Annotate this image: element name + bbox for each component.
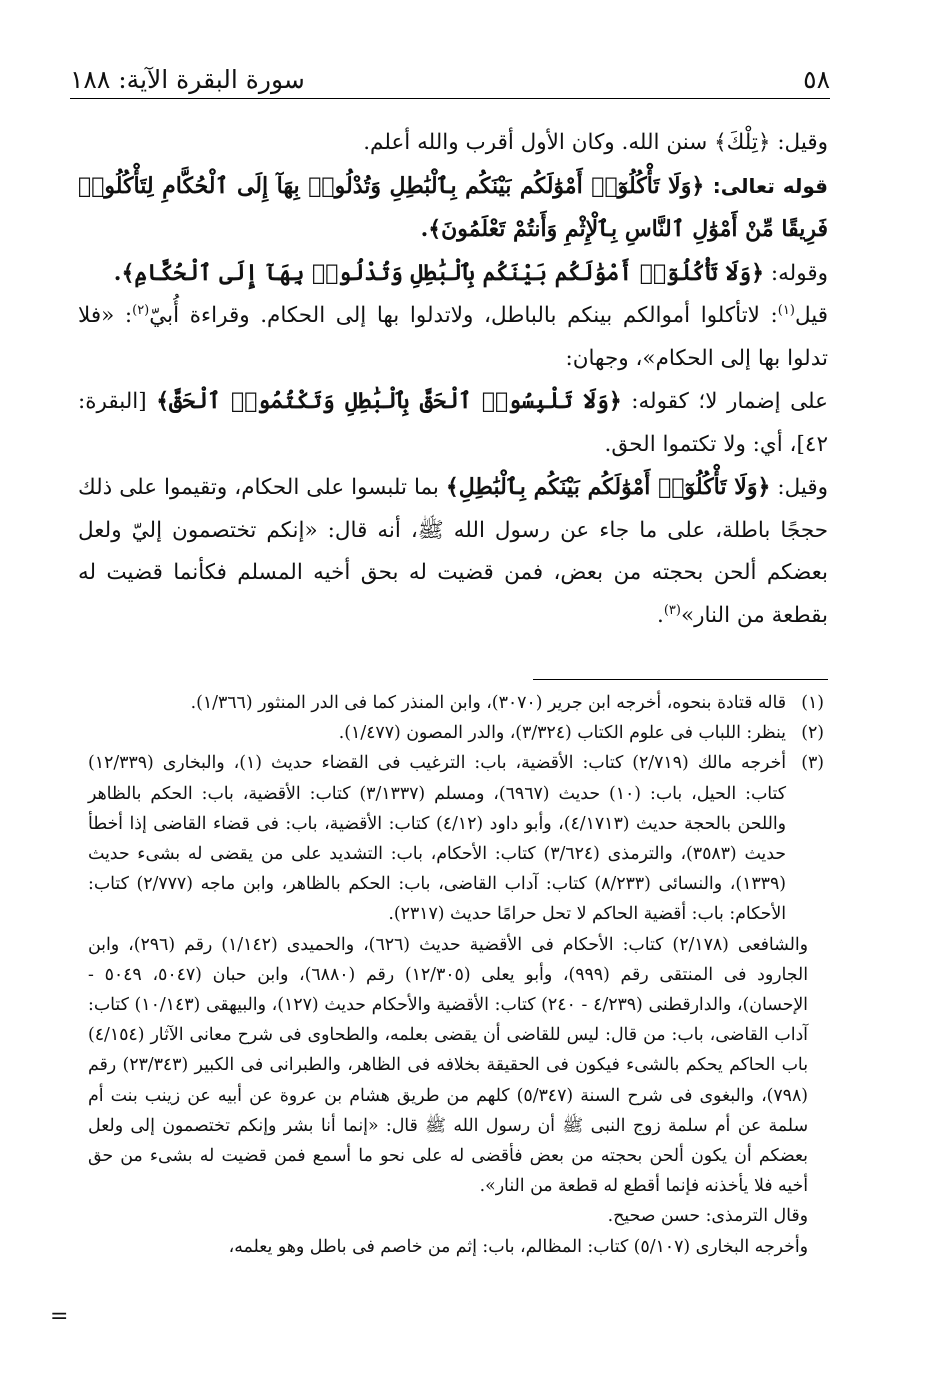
footnote-3-continuation: وأخرجه البخارى (٥/١٠٧) كتاب: المظالم، باب: إثم من خاصم فى باطل وهو يعلمه، — [228, 1236, 808, 1257]
quran-verse: ﴿وَلَا تَلْبِسُوا۟ ٱلْحَقَّ بِٱلْبَٰطِلِ وَتَكْتُمُوا۟ ٱلْحَقَّ﴾ — [156, 388, 622, 414]
paragraph-3 — [78, 252, 828, 296]
quran-verse: ﴿وَلَا تَأْكُلُوٓا۟ أَمْوَٰلَكُم بَيْنَكُم بِٱلْبَٰطِلِ﴾ — [445, 474, 771, 500]
footnote-separator — [533, 679, 828, 680]
footnote-number: (٣) — [801, 753, 824, 774]
footnote-ref-3[interactable]: (٣) — [663, 602, 681, 618]
text: وقوله: — [764, 260, 828, 286]
heading-qawluhu: قوله تعالى: — [712, 173, 828, 198]
paragraph-6 — [78, 466, 828, 637]
running-title: سورة البقرة الآية: ١٨٨ — [70, 65, 305, 94]
footnote-1 — [88, 688, 824, 718]
footnote-ref-1[interactable]: (١) — [777, 302, 795, 318]
paragraph-1: وقيل: ﴿تِلْكَ﴾ سنن الله. وكان الأول أقرب والله أعلم. — [363, 130, 828, 155]
text: على إضمار لا؛ كقوله: — [621, 389, 828, 414]
continuation-mark: = — [50, 1304, 69, 1329]
text: : «فلا تدلوا بها إلى الحكام»، وجهان: — [78, 303, 828, 371]
paragraph-5 — [78, 380, 828, 466]
footnote-3-continuation: والشافعى (٢/١٧٨) كتاب: الأحكام فى الأقضية حديث (٦٢٦)، والحميدى (١/١٤٢) رقم (٢٩٦)، وابن الجارود فى المنتقى رقم (٩٩٩)، وأبو يعلى (١٢/٣٠٥) رقم (٦٨٨٠)، وابن حبان (٥٠٤٧، ٥٠٤٩ - الإحسان)، والدارقطنى (٤/٢٣٩ - ٢٤٠) كتاب: الأقضية والأحكام حديث (١٢٧)، والبيهقى (١٠/١٤٣) كتاب: آداب القاضى، باب: من قال: ليس للقاضى أن يقضى بعلمه، والطحاوى فى شرح معانى الآثار (٤/١٥٤) باب الحاكم يحكم بالشىء فيكون فى الحقيقة بخلافه فى الظاهر، والطبرانى فى الكبير (٢٣/٣٤٣) رقم (٧٩٨)، والبغوى فى شرح السنة (٥/٣٤٧) كلهم من طريق هشام بن عروة عن أبيه عن زينب بنت أم سلمة عن أم سلمة زوج النبى ﷺ أن رسول الله ﷺ قال: «إنما أنا بشر وإنكم تختصمون إلى ولعل بعضكم أن يكون ألحن بحجته من بعض فأقضى له على نحو ما أسمع فمن قضيت له بشىء من حق أخيه فلا يأخذنه فإنما أقطع له قطعة من النار». — [88, 934, 809, 1197]
text: [البقرة: ٤٢]، أي: ولا تكتموا الحق. — [78, 389, 828, 457]
text: قيل — [794, 303, 828, 328]
text: . — [656, 602, 664, 628]
footnote-3-continuation: وقال الترمذى: حسن صحيح. — [607, 1206, 808, 1227]
footnote-number: (٢) — [801, 723, 824, 744]
text: : لاتأكلوا أموالكم بينكم بالباطل، ولاتدلوا بها إلى الحكام. وقراءة أُبيّ — [149, 303, 778, 328]
text: وقيل: — [770, 475, 828, 500]
header-rule — [70, 98, 830, 99]
paragraph-4 — [78, 295, 828, 380]
footnote-text: أخرجه مالك (٢/٧١٩) كتاب: الأقضية، باب: الترغيب فى القضاء حديث (١)، والبخارى (١٢/٣٣٩) كتاب: الحيل، باب: (١٠) حديث (٦٩٦٧)، ومسلم (٣/١٣٣٧) كتاب: الأقضية، باب: الحكم بالظاهر واللحن بالحجة حديث (٤/١٧١٣)، وأبو داود (٤/١٢) كتاب: الأقضية، باب: فى قضاء القاضى إذا أخطأ حديث (٣٥٨٣)، والترمذى (٣/٦٢٤) كتاب: الأحكام، باب: التشديد على من يقضى له بشىء حديث (١٣٣٩)، والنسائى (٨/٢٣٣) كتاب: آداب القاضى، باب: الحكم بالظاهر، وابن ماجه (٢/٧٧٧) كتاب: الأحكام: باب: أقضية الحاكم لا تحل حرامًا حديث (٢٣١٧). — [88, 753, 787, 925]
quran-verse: ﴿وَلَا تَأْكُلُوٓا۟ أَمْوَٰلَكُم بَيْنَكُم بِٱلْبَٰطِلِ وَتُدْلُوا۟ بِهَآ إِلَى ٱلْحُكَّامِ﴾. — [113, 259, 765, 286]
footnote-3 — [88, 748, 824, 929]
main-text — [78, 122, 828, 637]
footnote-ref-2[interactable]: (٢) — [132, 302, 150, 318]
quran-verse: ﴿وَلَا تَأْكُلُوٓا۟ أَمْوَٰلَكُم بَيْنَكُم بِٱلْبَٰطِلِ وَتُدْلُوا۟ بِهَآ إِلَى ٱلْحُكَّامِ لِتَأْكُلُوا۟ فَرِيقًا مِّنْ أَمْوَٰلِ ٱلنَّاسِ بِٱلْإِثْمِ وَأَنتُمْ تَعْلَمُونَ﴾. — [78, 172, 828, 242]
footnotes — [88, 688, 824, 1262]
footnote-text: قاله قتادة بنحوه، أخرجه ابن جرير (٣٠٧٠)، وابن المنذر كما فى الدر المنثور (١/٣٦٦). — [190, 693, 786, 713]
paragraph-2 — [78, 165, 828, 252]
page-number: ٥٨ — [803, 65, 830, 94]
text: بما تلبسوا على الحكام، وتقيموا على ذلك حججًا باطلة، على ما جاء عن رسول الله ﷺ، أنه قال: «إنكم تختصمون إليّ ولعل بعضكم ألحن بحجته من بعض، فمن قضيت له بحق أخيه المسلم فكأنما قضيت له بقطعة من النار» — [78, 475, 828, 628]
footnote-text: ينظر: اللباب فى علوم الكتاب (٣/٣٢٤)، والدر المصون (١/٤٧٧). — [338, 723, 786, 744]
footnote-2 — [88, 718, 824, 748]
running-header — [70, 58, 830, 94]
footnote-number: (١) — [801, 693, 824, 713]
